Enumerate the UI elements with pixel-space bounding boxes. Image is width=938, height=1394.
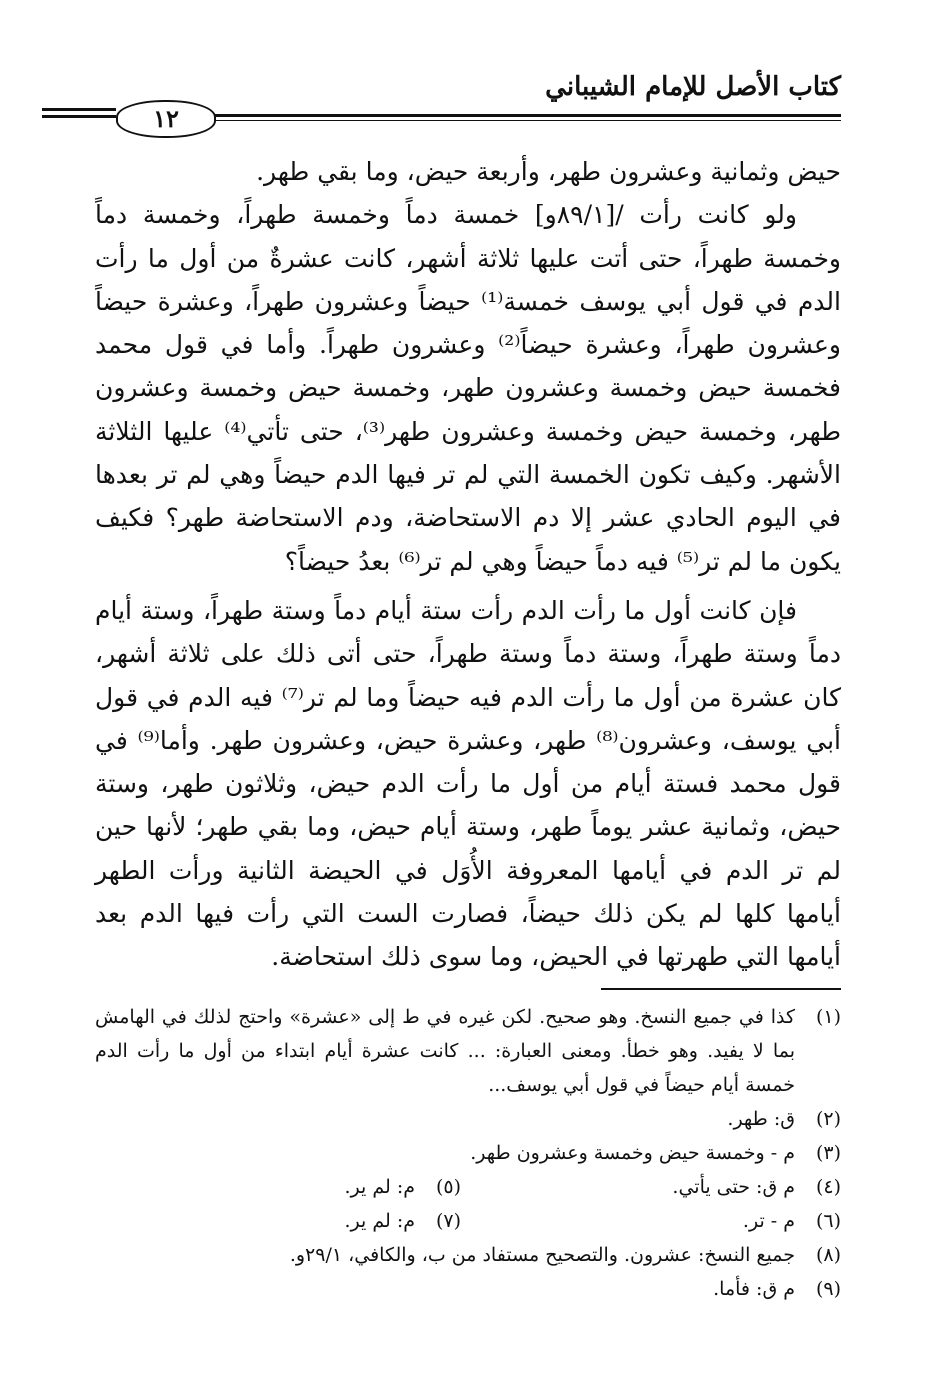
- footnote-text: ق: طهر.: [727, 1108, 795, 1130]
- footnote-pair-6-7: [95, 1204, 841, 1238]
- footnote-number: (٥): [435, 1176, 461, 1198]
- footnote-3: [95, 1136, 841, 1170]
- footnote-text: م ق: فأما.: [713, 1278, 795, 1300]
- main-text: [95, 150, 841, 979]
- footnote-7: [345, 1204, 462, 1238]
- footnote-number: (٢): [815, 1108, 841, 1130]
- running-title: كتاب الأصل للإمام الشيباني: [545, 72, 841, 102]
- footnote-number: (١): [815, 1006, 841, 1028]
- footnote-pair-4-5: [95, 1170, 841, 1204]
- footnote-8: [95, 1238, 841, 1272]
- footnote-text: م: لم ير.: [344, 1176, 415, 1198]
- footnote-separator: [601, 988, 841, 990]
- footnote-text: كذا في جميع النسخ. وهو صحيح. لكن غيره في ط إلى «عشرة» واحتج لذلك في الهامش بما لا يفيد. وهو خطأ. ومعنى العبارة: ... كانت عشرة أيام ابتداء من أول ما رأت الدم خمسة أيام حيضاً في قول أبي يوسف...: [95, 1006, 795, 1096]
- footnote-number: (٩): [815, 1278, 841, 1300]
- paragraph-3: فإن كانت أول ما رأت الدم رأت ستة أيام دماً وستة طهراً، وستة أيام دماً وستة طهراً، وستة دماً وستة طهراً، حتى أتى ذلك على ثلاثة أشهر، كان عشرة من أول ما رأت الدم فيه حيضاً وما لم تر⁽⁷⁾ فيه الدم في قول أبي يوسف، وعشرون⁽⁸⁾ طهر، وعشرة حيض، وعشرون طهر. وأما⁽⁹⁾ في قول محمد فستة أيام من أول ما رأت الدم حيض، وثلاثون طهر، وستة حيض، وثمانية عشر يوماً طهر، وستة أيام حيض، وما بقي طهر؛ لأنها حين لم تر الدم في أيامها المعروفة الأُوَل في الحيضة الثانية ورأت الطهر أيامها كلها لم يكن ذلك حيضاً، فصارت الست التي رأت فيها الدم بعد أيامها التي طهرتها في الحيض، وما سوى ذلك استحاضة.: [95, 595, 842, 972]
- footnote-9: [95, 1272, 841, 1306]
- footnote-2: [95, 1102, 841, 1136]
- footnote-text: م - وخمسة حيض وخمسة وعشرون طهر.: [470, 1142, 795, 1164]
- footnote-4: [461, 1170, 841, 1204]
- header-rule-thin: [118, 120, 841, 121]
- footnote-6: [461, 1204, 841, 1238]
- footnote-text: م: لم ير.: [344, 1210, 415, 1232]
- footnote-5: [345, 1170, 462, 1204]
- footnotes: [95, 1000, 841, 1306]
- footnote-text: م - تر.: [742, 1210, 795, 1232]
- paragraph-1: حيض وثمانية وعشرون طهر، وأربعة حيض، وما بقي طهر.: [256, 157, 841, 186]
- footnote-number: (٣): [815, 1142, 841, 1164]
- footnote-number: (٦): [815, 1210, 841, 1232]
- footnote-text: م ق: حتى يأتي.: [672, 1176, 795, 1198]
- footnote-number: (٨): [815, 1244, 841, 1266]
- footnote-text: جميع النسخ: عشرون. والتصحيح مستفاد من ب، والكافي، ٢٩/١و.: [289, 1244, 795, 1266]
- page-number: ١٢: [116, 100, 216, 138]
- page-number-ornament-line: [42, 108, 116, 111]
- footnote-1: [95, 1000, 841, 1102]
- page-number-ornament-line-lower: [42, 115, 116, 118]
- paragraph-2: ولو كانت رأت /[٨٩/١و] خمسة دماً وخمسة طهراً، وخمسة دماً وخمسة طهراً، حتى أتت عليها ثلاثة أشهر، كانت عشرةٌ من أول ما رأت الدم في قول أبي يوسف خمسة⁽¹⁾ حيضاً وعشرون طهراً، وعشرة حيضاً وعشرون طهراً، وعشرة حيضاً⁽²⁾ وعشرون طهراً. وأما في قول محمد فخمسة حيض وخمسة وعشرون طهر، وخمسة حيض وخمسة وعشرون طهر، وخمسة حيض وخمسة وعشرون طهر⁽³⁾، حتى تأتي⁽⁴⁾ عليها الثلاثة الأشهر. وكيف تكون الخمسة التي لم تر فيها الدم حيضاً وهي لم تر بعدها في اليوم الحادي عشر إلا دم الاستحاضة، ودم الاستحاضة طهر؟ فكيف يكون ما لم تر⁽⁵⁾ فيه دماً حيضاً وهي لم تر⁽⁶⁾ بعدُ حيضاً؟: [95, 200, 842, 576]
- footnote-number: (٤): [815, 1176, 841, 1198]
- footnote-number: (٧): [435, 1210, 461, 1232]
- header-rule-thick: [118, 114, 841, 117]
